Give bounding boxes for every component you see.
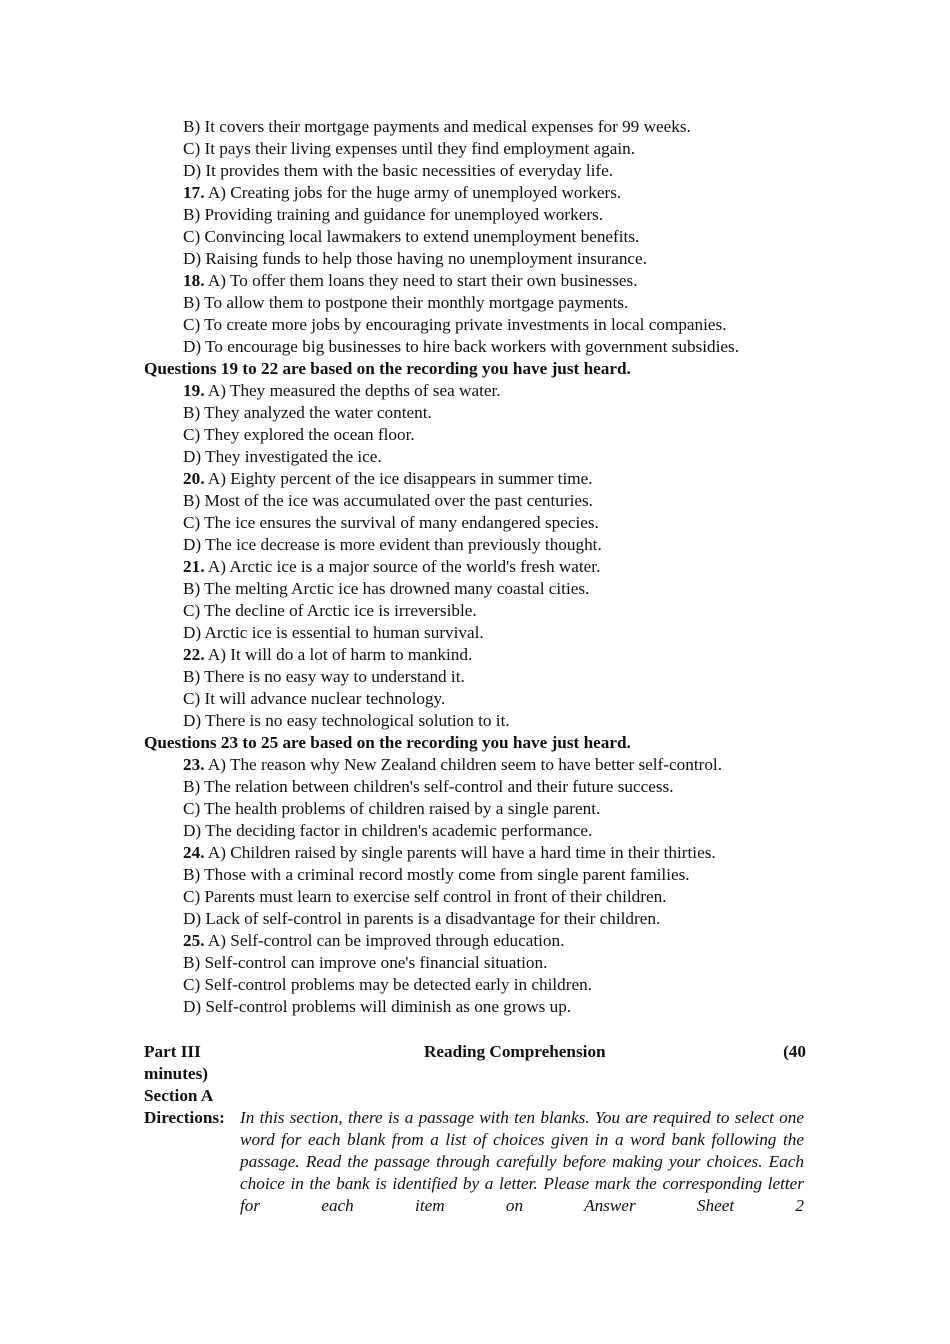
part-header <box>144 1041 806 1063</box>
q18-option-d: D) To encourage big businesses to hire back workers with government subsidies. <box>183 337 739 356</box>
q23-option-b: B) The relation between children's self-control and their future success. <box>183 777 674 796</box>
q19-option-a-text: A) They measured the depths of sea water. <box>204 381 501 400</box>
q19-option-b: B) They analyzed the water content. <box>183 403 432 422</box>
q24-option-a-text: A) Children raised by single parents will have a hard time in their thirties. <box>204 843 716 862</box>
part-time-close: minutes) <box>144 1064 208 1083</box>
q24-option-b: B) Those with a criminal record mostly come from single parent families. <box>183 865 690 884</box>
q19-option-c: C) They explored the ocean floor. <box>183 425 415 444</box>
q25-option-a-text: A) Self-control can be improved through education. <box>204 931 565 950</box>
q25-number: 25. <box>183 931 205 950</box>
q23-option-a <box>183 754 722 776</box>
q17-option-a-text: A) Creating jobs for the huge army of unemployed workers. <box>204 183 622 202</box>
q17-option-a <box>183 182 621 204</box>
q20-option-d: D) The ice decrease is more evident than previously thought. <box>183 535 602 554</box>
q21-number: 21. <box>183 557 205 576</box>
q16-option-c: C) It pays their living expenses until they find employment again. <box>183 139 636 158</box>
q23-number: 23. <box>183 755 205 774</box>
q20-option-c: C) The ice ensures the survival of many endangered species. <box>183 513 599 532</box>
q25-option-a <box>183 930 564 952</box>
q24-option-d: D) Lack of self-control in parents is a disadvantage for their children. <box>183 909 661 928</box>
group-heading-19-22: Questions 19 to 22 are based on the recording you have just heard. <box>144 359 631 378</box>
q22-option-a-text: A) It will do a lot of harm to mankind. <box>204 645 473 664</box>
q20-number: 20. <box>183 469 205 488</box>
group-heading-23-25: Questions 23 to 25 are based on the recording you have just heard. <box>144 733 631 752</box>
q18-option-a <box>183 270 638 292</box>
q18-number: 18. <box>183 271 205 290</box>
q22-option-c: C) It will advance nuclear technology. <box>183 689 446 708</box>
q17-option-b: B) Providing training and guidance for unemployed workers. <box>183 205 604 224</box>
q25-option-d: D) Self-control problems will diminish as one grows up. <box>183 997 572 1016</box>
q18-option-b: B) To allow them to postpone their monthly mortgage payments. <box>183 293 629 312</box>
q17-option-d: D) Raising funds to help those having no unemployment insurance. <box>183 249 647 268</box>
q22-option-d: D) There is no easy technological solution to it. <box>183 711 510 730</box>
q20-option-a-text: A) Eighty percent of the ice disappears in summer time. <box>204 469 593 488</box>
part-time-open: (40 <box>783 1042 806 1061</box>
q25-option-b: B) Self-control can improve one's financial situation. <box>183 953 548 972</box>
q20-option-a <box>183 468 593 490</box>
q18-option-a-text: A) To offer them loans they need to start their own businesses. <box>204 271 638 290</box>
q19-option-d: D) They investigated the ice. <box>183 447 382 466</box>
q22-number: 22. <box>183 645 205 664</box>
q25-option-c: C) Self-control problems may be detected early in children. <box>183 975 593 994</box>
part-title: Reading Comprehension <box>424 1042 606 1061</box>
q24-option-c: C) Parents must learn to exercise self control in front of their children. <box>183 887 667 906</box>
q17-number: 17. <box>183 183 205 202</box>
q21-option-c: C) The decline of Arctic ice is irreversible. <box>183 601 477 620</box>
directions-label: Directions: <box>144 1108 225 1127</box>
q24-option-a <box>183 842 716 864</box>
section-heading: Section A <box>144 1086 214 1105</box>
q17-option-c: C) Convincing local lawmakers to extend unemployment benefits. <box>183 227 640 246</box>
directions-text: In this section, there is a passage with ten blanks. You are required to select one word for each blank from a list of choices given in a word bank following the passage. Read the passage through carefully before making your choices. Each choice in the bank is identified by a letter. Please mark the corresponding letter for each item on Answer Sheet 2 <box>240 1108 804 1215</box>
q19-option-a <box>183 380 501 402</box>
q23-option-c: C) The health problems of children raised by a single parent. <box>183 799 601 818</box>
q21-option-b: B) The melting Arctic ice has drowned many coastal cities. <box>183 579 590 598</box>
q22-option-a <box>183 644 472 666</box>
q21-option-d: D) Arctic ice is essential to human survival. <box>183 623 484 642</box>
q18-option-c: C) To create more jobs by encouraging private investments in local companies. <box>183 315 727 334</box>
q21-option-a-text: A) Arctic ice is a major source of the world's fresh water. <box>204 557 601 576</box>
q24-number: 24. <box>183 843 205 862</box>
q16-option-b: B) It covers their mortgage payments and medical expenses for 99 weeks. <box>183 117 691 136</box>
q16-option-d: D) It provides them with the basic necessities of everyday life. <box>183 161 614 180</box>
q23-option-d: D) The deciding factor in children's academic performance. <box>183 821 593 840</box>
part-label: Part III <box>144 1042 201 1061</box>
q21-option-a <box>183 556 600 578</box>
q19-number: 19. <box>183 381 205 400</box>
q22-option-b: B) There is no easy way to understand it. <box>183 667 465 686</box>
q23-option-a-text: A) The reason why New Zealand children seem to have better self-control. <box>204 755 722 774</box>
q20-option-b: B) Most of the ice was accumulated over the past centuries. <box>183 491 593 510</box>
